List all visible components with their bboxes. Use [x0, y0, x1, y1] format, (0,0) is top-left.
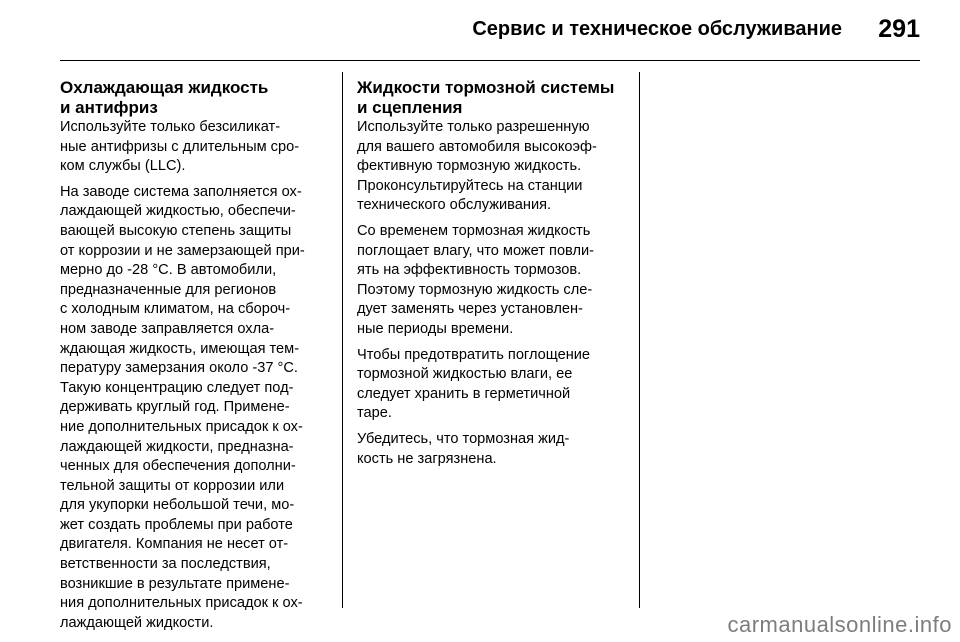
body-paragraph — [357, 118, 625, 216]
text-line: лаждающей жидкости. — [60, 614, 214, 631]
text-line: ные антифризы с длительным сро- — [60, 138, 300, 155]
text-line: На заводе система заполняется ох- — [60, 183, 302, 200]
text-line: тормозной жидкостью влаги, ее — [357, 366, 573, 383]
text-line: пературу замерзания около -37 °C. — [60, 360, 298, 377]
page-header-title: Сервис и техническое обслуживание — [472, 18, 842, 40]
text-line: поглощает влагу, что может повли- — [357, 242, 595, 259]
body-paragraph — [357, 346, 625, 424]
body-paragraph — [60, 183, 328, 634]
text-line: для укупорки небольшой течи, мо- — [60, 497, 295, 514]
text-line: следует хранить в герметичной — [357, 385, 571, 402]
text-line: ждающая жидкость, имеющая тем- — [60, 340, 300, 357]
heading-line: и антифриз — [60, 98, 158, 117]
text-line: таре. — [357, 405, 392, 422]
coolant-heading — [60, 78, 328, 118]
brake-fluid-body — [357, 118, 625, 469]
text-line: мерно до -28 °C. В автомобили, — [60, 262, 277, 279]
text-line: технического обслуживания. — [357, 197, 552, 214]
heading-line: Охлаждающая жидкость — [60, 78, 269, 97]
text-line: Со временем тормозная жидкость — [357, 222, 591, 239]
text-line: для вашего автомобиля высокоэф- — [357, 138, 597, 155]
text-line: Убедитесь, что тормозная жид- — [357, 430, 570, 447]
body-paragraph — [357, 222, 625, 340]
text-line: кость не загрязнена. — [357, 450, 497, 467]
text-line: ченных для обеспечения дополни- — [60, 458, 296, 475]
watermark-text: carmanualsonline.info — [727, 612, 952, 637]
text-line: Проконсультируйтесь на станции — [357, 177, 583, 194]
brake-fluid-heading — [357, 78, 625, 118]
text-line: лаждающей жидкости, предназна- — [60, 438, 294, 455]
right-column — [357, 78, 625, 475]
heading-line: и сцепления — [357, 98, 463, 117]
page-number: 291 — [878, 15, 920, 43]
text-line: вающей высокую степень защиты — [60, 222, 292, 239]
text-line: от коррозии и не замерзающей при- — [60, 242, 305, 259]
text-line: ние дополнительных присадок к ох- — [60, 418, 303, 435]
text-line: с холодным климатом, на сбороч- — [60, 301, 291, 318]
text-line: двигателя. Компания не несет от- — [60, 536, 289, 553]
coolant-body — [60, 118, 328, 633]
column-divider-1 — [342, 72, 343, 608]
text-line: ять на эффективность тормозов. — [357, 262, 582, 279]
text-line: ком службы (LLC). — [60, 158, 186, 175]
header-divider — [60, 60, 920, 61]
text-line: Используйте только разрешенную — [357, 119, 590, 135]
text-line: фективную тормозную жидкость. — [357, 158, 582, 175]
text-line: жет создать проблемы при работе — [60, 516, 293, 533]
text-line: лаждающей жидкостью, обеспечи- — [60, 203, 296, 220]
text-line: Используйте только безсиликат- — [60, 119, 281, 135]
text-line: Чтобы предотвратить поглощение — [357, 346, 591, 363]
body-paragraph — [357, 430, 625, 469]
text-line: ветственности за последствия, — [60, 556, 271, 573]
body-paragraph — [60, 118, 328, 177]
text-line: ния дополнительных присадок к ох- — [60, 595, 303, 612]
text-line: дует заменять через установлен- — [357, 301, 583, 318]
text-line: ном заводе заправляется охла- — [60, 320, 275, 337]
text-line: возникшие в результате примене- — [60, 575, 290, 592]
text-line: Поэтому тормозную жидкость сле- — [357, 281, 593, 298]
text-line: предназначенные для регионов — [60, 281, 277, 298]
text-line: тельной защиты от коррозии или — [60, 477, 285, 494]
text-line: ные периоды времени. — [357, 320, 514, 337]
text-line: Такую концентрацию следует под- — [60, 379, 294, 396]
column-divider-2 — [639, 72, 640, 608]
left-column — [60, 78, 328, 639]
text-line: держивать круглый год. Примене- — [60, 399, 290, 416]
heading-line: Жидкости тормозной системы — [357, 78, 615, 97]
